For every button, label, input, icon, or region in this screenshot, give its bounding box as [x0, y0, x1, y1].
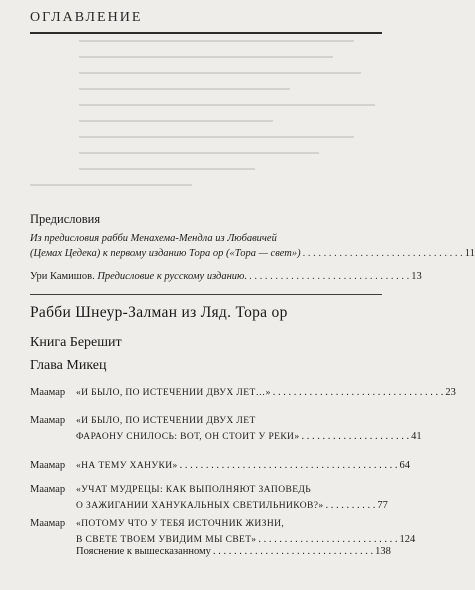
- page-number: 13: [411, 271, 422, 282]
- page-number: 138: [375, 546, 391, 557]
- toc-entry: [30, 516, 416, 548]
- bleed-through-area: [30, 40, 382, 206]
- page-number: 64: [399, 460, 411, 471]
- entry-title-line-2: В СВЕТЕ ТВОЕМ УВИДИМ МЫ СВЕТ»: [76, 535, 257, 545]
- entry-label: Маамар: [30, 415, 66, 426]
- dot-leader: . . . . . . . . . . . . . . . . . . . . . . . . . . . . . . .: [212, 546, 374, 557]
- entry-label: Маамар: [30, 460, 66, 471]
- entry-title: «НА ТЕМУ ХАНУКИ»: [76, 461, 178, 471]
- entry-title-line-2: О ЗАЖИГАНИИ ХАНУКАЛЬНЫХ СВЕТИЛЬНИКОВ?»: [76, 501, 324, 511]
- page-header-title: ОГЛАВЛЕНИЕ: [30, 10, 143, 25]
- page-number: 124: [399, 534, 416, 545]
- dot-leader: . . . . . . . . . . . . . . . . . . . . . . . . . . . . . . .: [302, 248, 463, 259]
- section-divider: [30, 294, 382, 295]
- toc-entry: [30, 482, 388, 514]
- page-number: 41: [411, 431, 422, 442]
- entry-title-line-2: ФАРАОНУ СНИЛОСЬ: ВОТ, ОН СТОИТ У РЕКИ»: [76, 432, 300, 442]
- dot-leader: . . . . . . . . . . . . . . . . . . . . . . . . . . . . . . . . .: [272, 387, 444, 398]
- part-title: Рабби Шнеур-Залман из Ляд. Тора ор: [30, 304, 288, 321]
- entry-title-line-1: «ПОТОМУ ЧТО У ТЕБЯ ИСТОЧНИК ЖИЗНИ,: [76, 519, 285, 529]
- book-title: Книга Берешит: [30, 335, 122, 350]
- preface-entry-1-line-2: (Цемах Цедека) к первому изданию Тора ор («Тора — свет») . . . . . . . . . . . . . . . . . . . . . . . . . . . . . . . 11: [30, 248, 475, 259]
- page-number: 11: [464, 248, 475, 259]
- toc-entry: [30, 385, 456, 401]
- entry-label: Маамар: [30, 484, 66, 495]
- entry-label: Маамар: [30, 387, 66, 398]
- page-number: 77: [377, 500, 388, 511]
- preface-author: Ури Камишов.: [30, 271, 95, 282]
- toc-entry: [30, 413, 422, 445]
- dot-leader: . . . . . . . . . . . . . . . . . . . . . . . . . . . . . . . . . . . . . . . . . .: [179, 460, 398, 471]
- section-title-prefaces: Предисловия: [30, 212, 101, 226]
- entry-title-line-1: «И БЫЛО, ПО ИСТЕЧЕНИИ ДВУХ ЛЕТ: [76, 416, 256, 426]
- prefaces-section: [30, 212, 475, 284]
- dot-leader: . . . . . . . . . . . . . . . . . . . . . . . . . . .: [258, 534, 398, 545]
- page-number: 23: [445, 387, 456, 398]
- entry-title: «И БЫЛО, ПО ИСТЕЧЕНИИ ДВУХ ЛЕТ…»: [76, 388, 271, 398]
- entry-label: Маамар: [30, 518, 66, 529]
- chapter-title: Глава Микец: [30, 358, 107, 373]
- entry-title: Пояснение к вышесказанному: [76, 546, 211, 557]
- preface-entry-2: [30, 269, 422, 284]
- header-rule: [30, 32, 382, 34]
- entry-title-line-1: «УЧАТ МУДРЕЦЫ: КАК ВЫПОЛНЯЮТ ЗАПОВЕДЬ: [76, 485, 312, 495]
- toc-entry: [30, 458, 411, 474]
- preface-title: Предисловие к русскому изданию.: [97, 271, 248, 282]
- toc-entry-explanation: [76, 546, 391, 557]
- dot-leader: . . . . . . . . . . . . . . . . . . . . .: [301, 431, 410, 442]
- dot-leader: . . . . . . . . . . . . . . . . . . . . . . . . . . . . . . .: [249, 271, 410, 282]
- dot-leader: . . . . . . . . . .: [325, 500, 376, 511]
- preface-entry-1-line-1: Из предисловия рабби Менахема-Мендла из Любавичей: [30, 233, 277, 244]
